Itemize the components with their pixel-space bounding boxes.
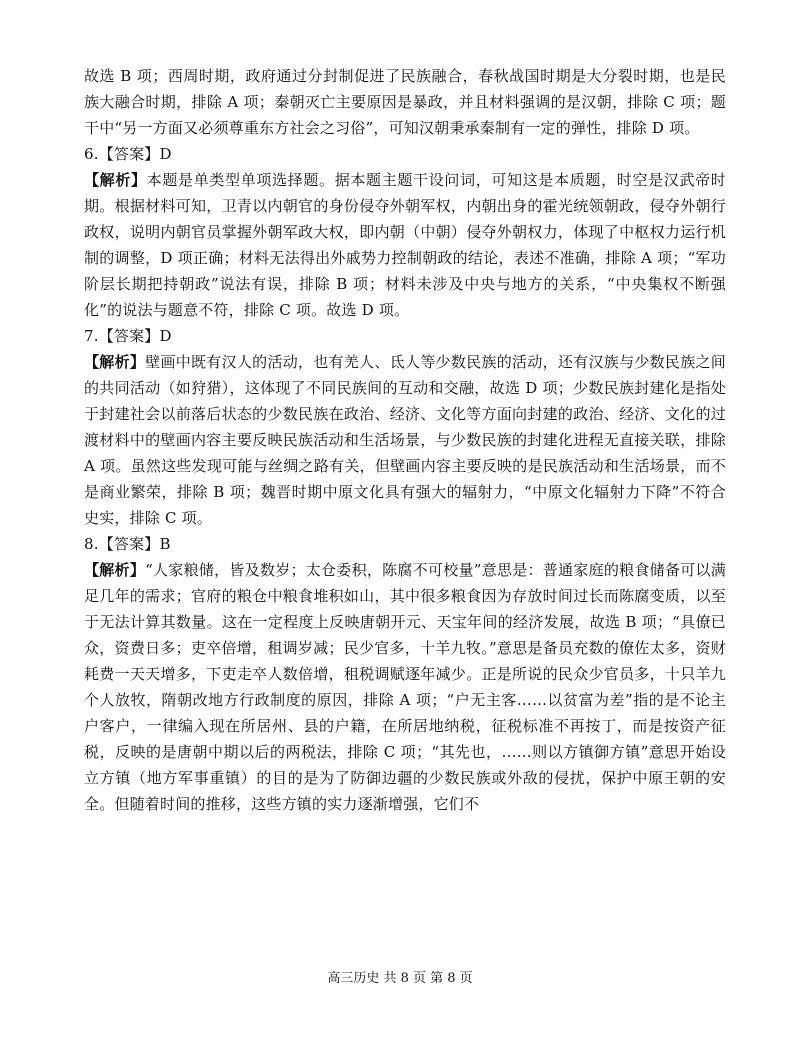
analysis-q6 bbox=[84, 167, 726, 323]
analysis-q7 bbox=[84, 349, 726, 531]
answer-text: 7.【答案】D bbox=[84, 327, 172, 345]
answer-q7 bbox=[84, 323, 726, 349]
analysis-label: 【解析】 bbox=[84, 353, 146, 371]
analysis-label: 【解析】 bbox=[84, 561, 146, 579]
answer-text: 8.【答案】B bbox=[84, 535, 171, 553]
answer-text: 6.【答案】D bbox=[84, 145, 172, 163]
page-footer bbox=[0, 967, 800, 986]
paragraph-text: 故选 B 项；西周时期，政府通过分封制促进了民族融合，春秋战国时期是大分裂时期，也是民族大融合时期，排除 A 项；秦朝灭亡主要原因是暴政，并且材料强调的是汉朝，排除 C 项；题干中“另一方面又必须尊重东方社会之习俗”，可知汉朝秉承秦制有一定的弹性，排除 D 项。 bbox=[84, 67, 726, 137]
document-body bbox=[84, 63, 726, 817]
analysis-text: 壁画中既有汉人的活动，也有羌人、氐人等少数民族的活动，还有汉族与少数民族之间的共同活动（如狩猎），这体现了不同民族间的互动和交融，故选 D 项；少数民族封建化是指处于封建社会以前落后状态的少数民族在政治、经济、文化等方面向封建的政治、经济、文化的过渡材料中的壁画内容主要反映民族活动和生活场景，与少数民族的封建化进程无直接关联，排除 A 项。虽然这些发现可能与丝绸之路有关，但壁画内容主要反映的是民族活动和生活场景，而不是商业繁荣，排除 B 项；魏晋时期中原文化具有强大的辐射力，“中原文化辐射力下降”不符合史实，排除 C 项。 bbox=[84, 353, 726, 527]
paragraph-q5-conclusion bbox=[84, 63, 726, 141]
answer-q8 bbox=[84, 531, 726, 557]
analysis-text: “人家粮储，皆及数岁；太仓委积，陈腐不可校量”意思是：普通家庭的粮食储备可以满足几年的需求；官府的粮仓中粮食堆积如山，其中很多粮食因为存放时间过长而陈腐变质，以至于无法计算其数量。这在一定程度上反映唐朝开元、天宝年间的经济发展，故选 B 项；“具僚已众，资费日多；吏卒倍增，租调岁减；民少官多，十羊九牧。”意思是备员充数的僚佐太多，资财耗费一天天增多，下吏走卒人数倍增，租税调赋逐年减少。正是所说的民众少官员多，十只羊九个人放牧，隋朝改地方行政制度的原因，排除 A 项；“户无主客……以贫富为差”指的是不论主户客户，一律编入现在所居州、县的户籍，在所居地纳税，征税标准不再按丁，而是按资产征税，反映的是唐朝中期以后的两税法，排除 C 项；“其先也，……则以方镇御方镇”意思开始设立方镇（地方军事重镇）的目的是为了防御边疆的少数民族或外敌的侵扰，保护中原王朝的安全。但随着时间的推移，这些方镇的实力逐渐增强，它们不 bbox=[84, 561, 726, 813]
answer-q6 bbox=[84, 141, 726, 167]
analysis-q8 bbox=[84, 557, 726, 817]
analysis-label: 【解析】 bbox=[84, 171, 147, 189]
analysis-text: 本题是单类型单项选择题。据本题主题干设问词，可知这是本质题，时空是汉武帝时期。根据材料可知，卫青以内朝官的身份侵夺外朝军权，内朝出身的霍光统领朝政，侵夺外朝行政权，说明内朝官员掌握外朝军政大权，即内朝（中朝）侵夺外朝权力，体现了中枢权力运行机制的调整，D 项正确；材料无法得出外戚势力控制朝政的结论，表述不准确，排除 A 项；“军功阶层长期把持朝政”说法有误，排除 B 项；材料未涉及中央与地方的关系，“中央集权不断强化”的说法与题意不符，排除 C 项。故选 D 项。 bbox=[84, 171, 726, 319]
page-number-text: 高三历史 共 8 页 第 8 页 bbox=[327, 971, 473, 986]
